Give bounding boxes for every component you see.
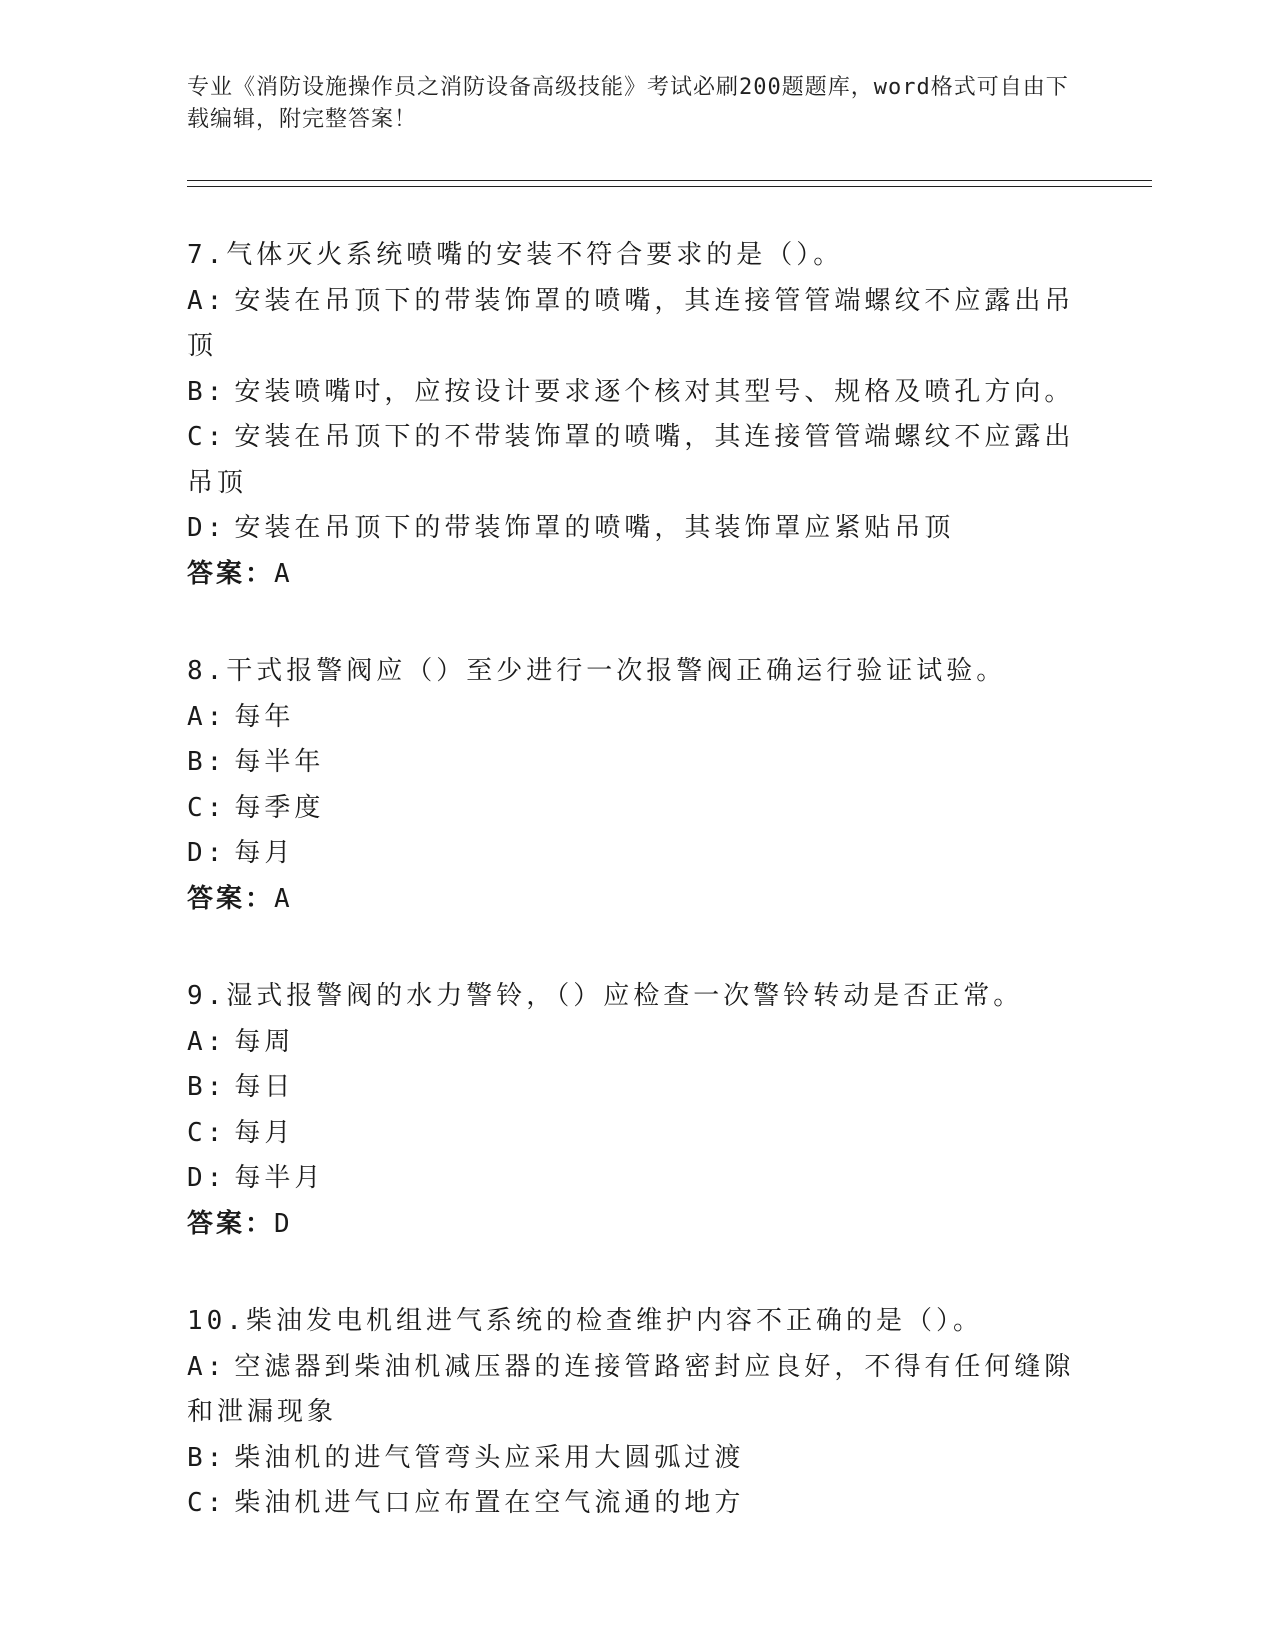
option-text: 柴油机进气口应布置在空气流通的地方 — [234, 1488, 745, 1518]
option-a — [187, 1020, 1087, 1066]
document-header: 专业《消防设施操作员之消防设备高级技能》考试必刷200题题库，word格式可自由下载编辑，附完整答案！ — [187, 75, 1069, 132]
option-label: D: — [187, 513, 227, 543]
option-b — [187, 740, 1087, 786]
option-text: 每日 — [234, 1072, 295, 1102]
answer-value: A — [274, 558, 293, 589]
option-c — [187, 786, 1087, 832]
option-text: 空滤器到柴油机减压器的连接管路密封应良好，不得有任何缝隙和泄漏现象 — [187, 1351, 1075, 1427]
option-text: 每半月 — [234, 1163, 325, 1193]
question-stem: 7.气体灭火系统喷嘴的安装不符合要求的是（）。 — [187, 240, 844, 270]
question-stem: 10.柴油发电机组进气系统的检查维护内容不正确的是（）。 — [187, 1306, 983, 1336]
option-label: A: — [187, 285, 227, 316]
option-label: D: — [187, 1163, 227, 1193]
option-text: 每半年 — [234, 747, 325, 777]
answer-label: 答案： — [187, 883, 275, 914]
option-label: A: — [187, 1026, 227, 1057]
answer-line — [187, 877, 1087, 923]
question-stem: 8.干式报警阀应（）至少进行一次报警阀正确运行验证试验。 — [187, 656, 1007, 686]
option-label: C: — [187, 1117, 227, 1148]
option-text: 每月 — [234, 838, 295, 868]
option-text: 安装在吊顶下的带装饰罩的喷嘴，其装饰罩应紧贴吊顶 — [234, 513, 955, 543]
option-d — [187, 506, 1087, 552]
option-label: B: — [187, 747, 227, 777]
answer-value: D — [274, 1208, 293, 1239]
question-list — [187, 233, 1087, 1579]
option-text: 安装喷嘴吋，应按设计要求逐个核对其型号、规格及喷孔方向。 — [234, 376, 1075, 407]
question-stem: 9.湿式报警阀的水力警铃，（）应检查一次警铃转动是否正常。 — [187, 981, 1024, 1011]
question-8 — [187, 649, 1087, 922]
option-label: C: — [187, 422, 227, 452]
option-label: B: — [187, 376, 227, 407]
answer-line — [187, 1202, 1087, 1248]
option-text: 安装在吊顶下的不带装饰罩的喷嘴，其连接管管端螺纹不应露出吊顶 — [187, 422, 1075, 498]
question-9 — [187, 974, 1087, 1247]
option-a — [187, 695, 1087, 741]
option-label: B: — [187, 1442, 227, 1473]
answer-label: 答案： — [187, 1208, 275, 1239]
option-b — [187, 370, 1087, 416]
header-rule-top — [187, 180, 1152, 181]
option-c — [187, 1481, 1087, 1527]
option-b — [187, 1065, 1087, 1111]
option-d — [187, 831, 1087, 877]
option-a — [187, 1345, 1087, 1436]
question-10 — [187, 1299, 1087, 1527]
option-c — [187, 1111, 1087, 1157]
option-label: C: — [187, 1488, 227, 1518]
answer-value: A — [274, 883, 293, 914]
option-text: 柴油机的进气管弯头应采用大圆弧过渡 — [234, 1442, 745, 1473]
option-c — [187, 415, 1087, 506]
option-text: 每周 — [234, 1026, 295, 1057]
option-a — [187, 279, 1087, 370]
option-d — [187, 1156, 1087, 1202]
answer-label: 答案： — [187, 558, 275, 589]
option-label: C: — [187, 792, 227, 823]
option-label: A: — [187, 701, 227, 732]
option-text: 每月 — [234, 1117, 295, 1148]
option-label: D: — [187, 838, 227, 868]
header-rule-bottom — [187, 186, 1152, 187]
option-label: B: — [187, 1072, 227, 1102]
option-text: 安装在吊顶下的带装饰罩的喷嘴，其连接管管端螺纹不应露出吊顶 — [187, 285, 1075, 361]
option-label: A: — [187, 1351, 227, 1382]
answer-line — [187, 552, 1087, 598]
option-text: 每年 — [234, 701, 295, 732]
option-text: 每季度 — [234, 792, 325, 823]
option-b — [187, 1436, 1087, 1482]
question-7 — [187, 233, 1087, 597]
